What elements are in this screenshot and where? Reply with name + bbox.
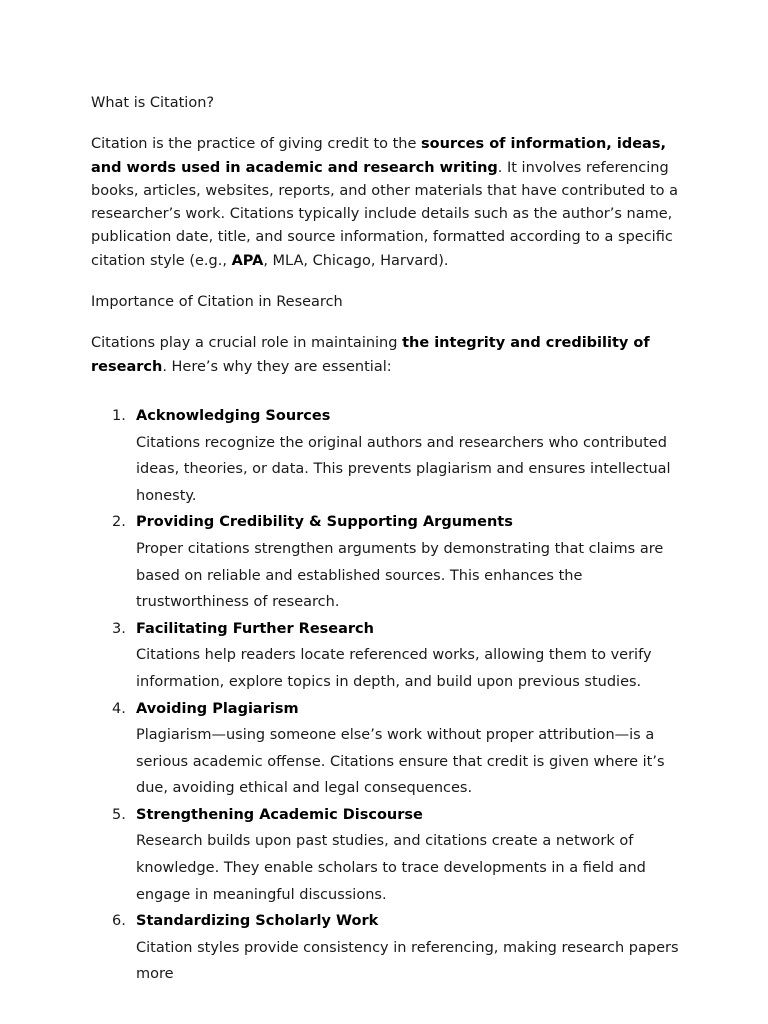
list-item [91,802,691,908]
list-item-body: Plagiarism—using someone else’s work without proper attribution—is a serious academic offense. Citations ensure that credit is given where it’s due, avoiding ethical and legal consequences. [136,727,665,797]
list-item-body: Citation styles provide consistency in referencing, making research papers more [136,939,679,983]
section-heading-importance: Importance of Citation in Research [91,294,343,311]
list-item [91,908,691,988]
list-item [91,403,691,509]
importance-emphasis: the integrity and credibility of research [91,335,650,375]
list-item-body: Citations recognize the original authors and researchers who contributed ideas, theories, or data. This prevents plagiarism and ensures intellectual honesty. [136,434,671,504]
list-item-body: Proper citations strengthen arguments by demonstrating that claims are based on reliable and established sources. This enhances the trustworthiness of research. [136,540,664,611]
list-item-number: 1. [112,407,126,424]
definition-emphasis: sources of information, ideas, and words used in academic and research writing [91,136,666,176]
definition-text-middle: . It involves referencing books, articles, websites, reports, and other materials that have contributed to a researcher’s work. Citations typically include details such as the author’s name, publication date, title, and source information, formatted according to a specific citation style (e.g., [91,159,679,269]
list-item [91,696,691,802]
citation-definition-paragraph [91,133,691,273]
list-item-number: 3. [112,620,126,637]
importance-text-start: Citations play a crucial role in maintaining [91,335,403,352]
list-item-title: Standardizing Scholarly Work [136,913,379,930]
importance-text-end: . Here’s why they are essential: [162,358,392,375]
list-item [91,509,691,615]
list-item-number: 6. [112,913,126,930]
list-item-title: Avoiding Plagiarism [136,700,299,717]
list-item-title: Facilitating Further Research [136,620,374,637]
list-item-body: Citations help readers locate referenced works, allowing them to verify information, explore topics in depth, and build upon previous studies. [136,647,652,690]
definition-emphasis-apa: APA [231,252,264,269]
list-item-number: 2. [112,514,126,531]
section-heading-what-is-citation: What is Citation? [91,95,215,111]
document-content [91,92,691,988]
reasons-list [91,403,691,988]
definition-text-end: , MLA, Chicago, Harvard). [263,252,449,269]
list-item-number: 4. [112,700,126,717]
list-item-title: Providing Credibility & Supporting Arguments [136,514,513,531]
importance-intro-paragraph [91,332,691,379]
list-item-title: Strengthening Academic Discourse [136,806,423,823]
list-item-title: Acknowledging Sources [136,407,331,424]
list-item-number: 5. [112,806,126,823]
list-item [91,616,691,696]
list-item-body: Research builds upon past studies, and citations create a network of knowledge. They enable scholars to trace developments in a field and engage in meaningful discussions. [136,833,646,903]
definition-text-start: Citation is the practice of giving credit to the [91,136,422,153]
